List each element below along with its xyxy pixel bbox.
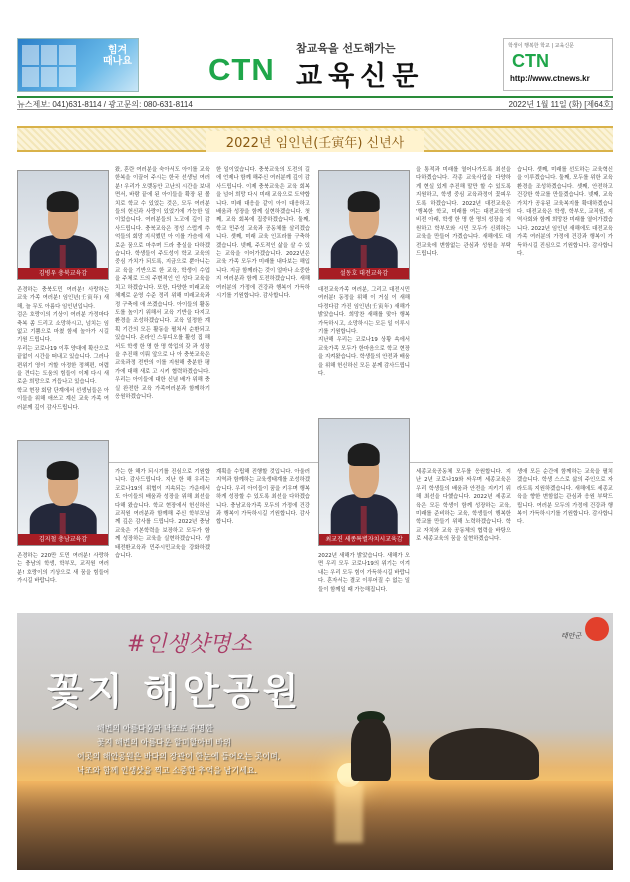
article-column: 생애 모든 순간에 함께하는 교육을 펼치겠습니다. 학생 스스로 삶의 주인으로 자라도록 지원하겠습니다. 새해에도 세종교육을 향한 변함없는 관심과 응원 부탁드립니다. 여러분 모두의 가정에 건강과 행복이 가득하시기를 기원합니다. 감사합니다. <box>517 469 613 526</box>
ad-description-line: 해변의 아름다움과 낙조로 유명한 <box>97 724 213 733</box>
article-column <box>17 552 109 604</box>
ad-description-line: 낙조와 함께 인생샷을 찍고 소중한 추억을 남기세요. <box>77 766 258 775</box>
article-column: 계획을 수립해 진행할 것입니다. 아울러 지역과 함께하는 교육생태계를 조성하겠습니다. 우리 아이들이 꿈을 키우며 행복하게 성장할 수 있도록 최선을 다하겠습니다. 충남교육가족 모두의 가정에 건강과 행복이 가득하시길 기원합니다. 감사합니다. <box>216 469 310 526</box>
section-title: 2022년 임인년(壬寅年) 신년사 <box>206 131 424 152</box>
portrait-photo-2 <box>318 170 410 280</box>
info-bar <box>17 96 613 110</box>
newspaper-name: 교육신문 <box>296 61 425 92</box>
url-box[interactable] <box>503 38 613 91</box>
article-column <box>318 552 410 604</box>
article-paragraph: 존경하는 충북도민 여러분! 사랑하는 교육 가족 여러분! 임인년(壬寅年) 새해, 늘 무도 아름다 임인년입니다. <box>17 287 109 310</box>
article-column: 세종교육공동체 모두를 응원합니다. 지난 2년 코로나19와 싸우며 세종교육은 우리 학생들의 배움과 안전을 지키기 위해 최선을 다했습니다. 2022년 세종교육은 모든 학생이 함께 성장하는 교육, 미래를 준비하는 교육, 학생들이 행복한 학교를 만들기 위해 노력하겠습니다. 학교 자치와 교육 공동체의 협력을 바탕으로 세종교육의 꿈을 실현하겠습니다. <box>416 469 511 543</box>
masthead <box>0 0 630 96</box>
article-column: 습니다. 셋째, 미래를 선도하는 교육혁신을 이루겠습니다. 둘째, 모두를 위한 교육 환경을 조성하겠습니다. 셋째, 안전하고 건강한 학교를 만들겠습니다. 넷째, 교육가치가 공유된 교육복지를 확대하겠습니다. 대전교육은 학생, 학부모, 교직원, 지역사회와 함께 희망찬 미래를 열어가겠습니다. 2022년 임인년 새해에도 대전교육가족 여러분의 가정에 건강과 행복이 가득하시길 진심으로 기원합니다. 감사합니다. <box>517 167 613 258</box>
portrait-caption: 김지철 충남교육감 <box>18 534 108 545</box>
portrait-photo-4 <box>318 418 410 546</box>
promo-photo-grid <box>22 45 76 87</box>
url-box-logo: CTN <box>512 51 549 71</box>
website-url[interactable]: http://www.ctnews.kr <box>510 74 590 83</box>
issue-date: 2022년 1월 11일 (화) [제64호] <box>508 100 613 109</box>
url-box-tagline: 학생이 행복한 학교 | 교육신문 <box>508 43 575 49</box>
article-paragraph: 지난해 우리는 코로나19 상황 속에서 교육가족 모두가 한마음으로 학교 현장을 지켜왔습니다. 학생들의 안전과 배움을 위해 헌신하신 모든 분께 감사드립니다. <box>318 337 410 378</box>
ad-description-line: 이곳의 해안공원은 바다의 장관이 한눈에 들어오는 곳이며, <box>77 752 281 761</box>
section-banner <box>17 126 613 152</box>
promo-text: 힘겨 때나요 <box>103 45 132 67</box>
article-column <box>17 286 109 458</box>
sea-water <box>17 781 613 870</box>
ad-title: 꽃지 해안공원 <box>47 670 303 713</box>
article-paragraph: 존경하는 220만 도민 여러분! 사랑하는 충남의 학생, 학부모, 교직원 여러분! 호랑이의 기상으로 새 꿈을 힘들어 가시길 바랍니다. <box>17 553 109 585</box>
ad-hashtag: #인생샷명소 <box>127 632 252 657</box>
portrait-caption: 최교진 세종특별자치시교육감 <box>319 534 409 545</box>
portrait-photo-1 <box>17 170 109 280</box>
article-paragraph: 우리는 코로나19 이후 양대에 확산으로 끝없이 시간을 떠내고 있습니다. 그러나 편위기 영이 거할 아정한 정책편, 어렵을 견디는 도움의 힘들이 이제 다시 새로운 희망으로 거듭나고 있습니다. <box>17 345 109 386</box>
county-name: 태안군 <box>561 632 582 640</box>
contact-info: 뉴스제보: 041)631-8114 / 광고문의: 080-631-8114 <box>17 100 193 109</box>
portrait-caption: 설동호 대전교육감 <box>319 268 409 279</box>
article-column: 을 통적과 미래를 열어나가도록 최선을 다하겠습니다. 각종 교육사업을 다양하게 현실 있게 추진해 말만 할 수 있도록 지원하고, 학생 중심 교육과정이 꽃피우도록 하겠습니다. 2022년 대전교육은 '행복한 학교, 미래를 여는 대전교육'의 비전 아래, 학생 한 명 한 명의 성장을 지원하고 학부모와 시민 모두가 신뢰하는 교육을 만들어 가겠습니다. 새해에도 대전교육에 변함없는 관심과 성원을 부탁드립니다. <box>416 167 511 258</box>
article-column: 왔, 혼란 여러분을 숙아서도 아이를 교육 한복을 이끌어 주시는 한국 선생님 여러분! 우리가 오랫동안 고난의 시간을 보내면서, 바람 끝에 된 아이들을 확장 된 볼치로 학교 수 있었는 것은, 모두 여러분들의 헌신과 사랑이 있었기에 가능한 일이었습니다. 여러분들의 노고에 깊이 감사드립니다. 충북교육은 정성 스럽게 추억들의 회망 지식했던 아 이를 가슴에 새로운 꿈으로 마추며 드라 충실을 다하겠습니다. 학생들이 주도성이 학교 교육의 중심 가치가 되도록, 지금으로 뿐아니는 교 육을 기반으로 한 교육, 학생이 수업을 주체로 드의 주변적인 인 성다 교육을 치고 하겠습니다. 또한, 다양한 미래교육체제로 운영 수준 정리 위해 미래교육과정 구축에 애 쓰겠습니다. 아이들의 활동도를 높이기 위해서 교육 기반을 다지고 환경을 조성하겠습니다. 교육 일정한 계획 기간의 모든 활동을 펼쳐서 순환되고 있습니다. 온라인 스튜디오를 활성 집 해서도 학생 한 명 한 명 학업의 갖 과 성장을 추진해 이뤄 앞으로 나 아 충북교육은 교육과정 전반의 이를 지원해 충분한 평가에 대해 새로 고 시키 협력하겠습니다. 우리는 아이들에 대한 신념 배가 위해 충실 완전한 교육 가족여러분과 함께하기 응원하겠습니다. <box>115 167 210 400</box>
article-column: 한 일이었습니다. 충북교육의 도전의 길에 언제나 함께 해주신 여러분께 깊이 감사드립니다. 이제 충북교육은 교육 회복을 넘어 희망 다시 미래 교육으로 도약합니다. 미래 대응을 같이 아이 대응하고 배움과 성장을 함께 실현하겠습니다. 첫째, 교육 회복에 집중하겠습니다. 둘째, 학교 민주성 교육과 공동체를 살리겠습니다. 셋째, 미래 교육 인프라를 구축하겠습니다. 넷째, 주도적인 삶을 살 수 있는 교육을 이어가겠습니다. 2022년은 교육 가족 모두가 미래를 내다보는 해입니다. 지금 함께라는 것이 얼마나 소중한지 여러분과 함께 도전하겠습니다. 새해 여러분의 가정에 건강과 행복이 가득하시기를 기원합니다. 감사합니다. <box>216 167 310 300</box>
article-paragraph: 학교 현장 회담 단계에서 선생님들은 아이들을 위해 애쓰고 계신 교육 가족 여러분께 깊이 감사드립니다. <box>17 387 109 411</box>
portrait-caption: 김병우 충북교육감 <box>18 268 108 279</box>
logo[interactable]: CTN <box>208 52 275 87</box>
tourism-advertisement[interactable] <box>17 613 613 870</box>
tagline: 참교육을 선도해가는 <box>296 42 396 55</box>
promo-banner[interactable] <box>17 38 139 92</box>
sun-reflection <box>335 783 363 843</box>
article-paragraph: 검은 호랑이의 기상이 여러분 가정마다 축복 좀 드리고 소망하시고, 넘치는 임 없고 기쁨으로 마쳤 함세 놀아가 시길 기원 드립니다. <box>17 312 109 344</box>
article-column: 가는 한 해가 되시기를 진심으로 기원합니다. 감사드립니다. 지난 한 해 우리는 코로나19의 위협이 지속되는 가운데서도 아이들의 배움과 성장을 위해 최선을 다해 왔습니다. 학교 현장에서 헌신하신 교직원 여러분과 함께해 주신 학부모님께 깊은 감사를 드립니다. 2022년 충남교육은 기본학력을 보장하고 모두가 함께 성장하는 교육을 실현하겠습니다. 생태전환교육과 민주시민교육을 강화하겠습니다. <box>115 469 210 560</box>
ad-description-line: 꽃지 해변의 아름다운 할미할아비 바위 <box>97 738 231 747</box>
county-emblem-icon <box>585 617 609 641</box>
article-paragraph: 2022년 새해가 밝았습니다. 새해가 오면 우리 모두 코로나19의 위기는 이겨내는 우리 모두 힘이 가득하시길 바랍니다. 혼자서는 결코 이루어질 수 없는 일들이 함께일 때 가능해집니다. <box>318 553 410 593</box>
portrait-photo-3 <box>17 440 109 546</box>
article-paragraph: 대전교육가족 여러분, 그리고 대전시민 여러분! 동정을 위해 이 거실 이 새해 다정다감 가진 임인년(壬寅年) 새해가 밝았습니다. 희망찬 새해를 맞아 행복 가득하시고, 소망하시는 모든 일 이루시기를 기원합니다. <box>318 287 410 336</box>
